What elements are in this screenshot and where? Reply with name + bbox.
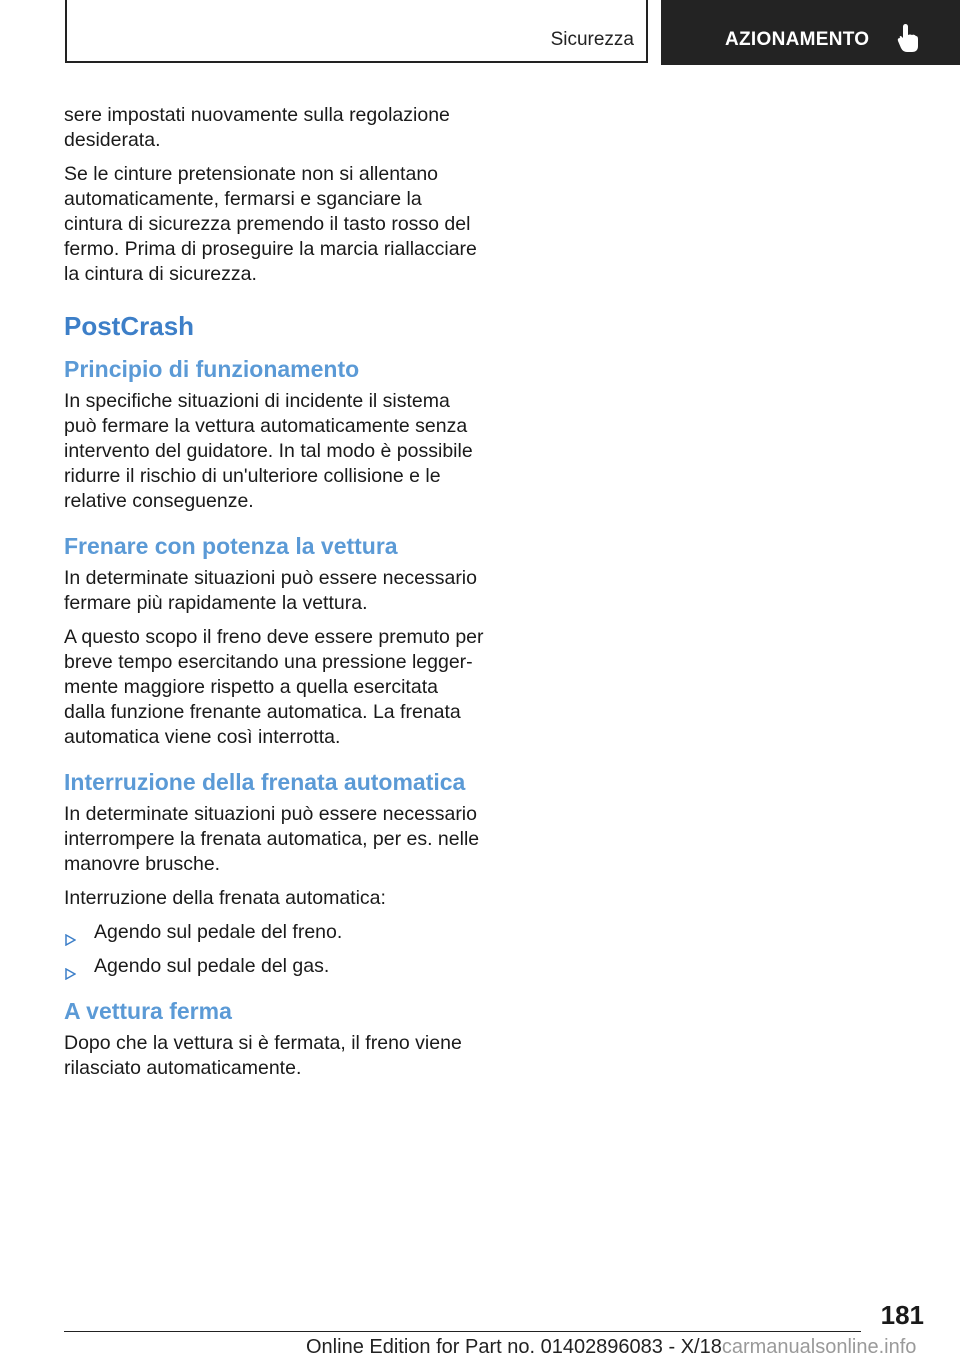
chapter-tab-label: AZIONAMENTO [725, 29, 870, 50]
triangle-bullet-icon [64, 962, 76, 987]
paragraph: In determinate situazioni può essere necessario fermare più rapidamente la vettura. [64, 567, 477, 614]
paragraph: Se le cinture pretensionate non si allentano automaticamente, fermarsi e sganciare la cintura di sicurezza premendo il tasto rosso del fermo. Prima di proseguire la marcia riallacciare la cintura di sicurezza. [64, 163, 477, 285]
list-item [64, 954, 484, 979]
paragraph: In determinate situazioni può essere necessario interrompere la frenata automatica, per es. nelle manovre brusche. [64, 803, 480, 875]
list-item-text: Agendo sul pedale del freno. [94, 921, 343, 943]
triangle-bullet-icon [64, 928, 76, 953]
watermark: carmanualsonline.info [721, 1336, 917, 1358]
heading-principio: Principio di funzionamento [64, 356, 360, 382]
list-item-text: Agendo sul pedale del gas. [94, 955, 330, 977]
list-item [64, 920, 484, 945]
page-number: 181 [880, 1300, 924, 1330]
footer-divider [64, 1331, 861, 1332]
heading-postcrash: PostCrash [64, 311, 195, 341]
heading-ferma: A vettura ferma [64, 998, 232, 1024]
paragraph: Dopo che la vettura si è fermata, il freno viene rilasciato automaticamente. [64, 1032, 462, 1079]
heading-frenare: Frenare con potenza la vettura [64, 533, 398, 559]
edition-text: Online Edition for Part no. 01402896083 - X/18 [306, 1336, 722, 1358]
main-column [64, 103, 484, 1090]
chapter-tab[interactable] [661, 0, 960, 65]
header-section-box [65, 0, 648, 63]
paragraph: Interruzione della frenata automatica: [64, 887, 386, 909]
heading-interruzione: Interruzione della frenata automatica [64, 769, 466, 795]
paragraph: sere impostati nuovamente sulla regolazione desiderata. [64, 104, 450, 151]
paragraph: A questo scopo il freno deve essere premuto per breve tempo esercitando una pressione leggermente maggiore rispetto a quella esercitata dalla funzione frenante automatica. La frenata automatica viene così interrotta. [64, 626, 484, 748]
footer [306, 1336, 916, 1359]
section-title: Sicurezza [550, 29, 634, 50]
paragraph: In specifiche situazioni di incidente il sistema può fermare la vettura automaticamente senza intervento del guidatore. In tal modo è possibile ridurre il rischio di un'ulteriore collisione e le relative conseguenze. [64, 390, 473, 512]
pointing-hand-icon [897, 24, 919, 59]
